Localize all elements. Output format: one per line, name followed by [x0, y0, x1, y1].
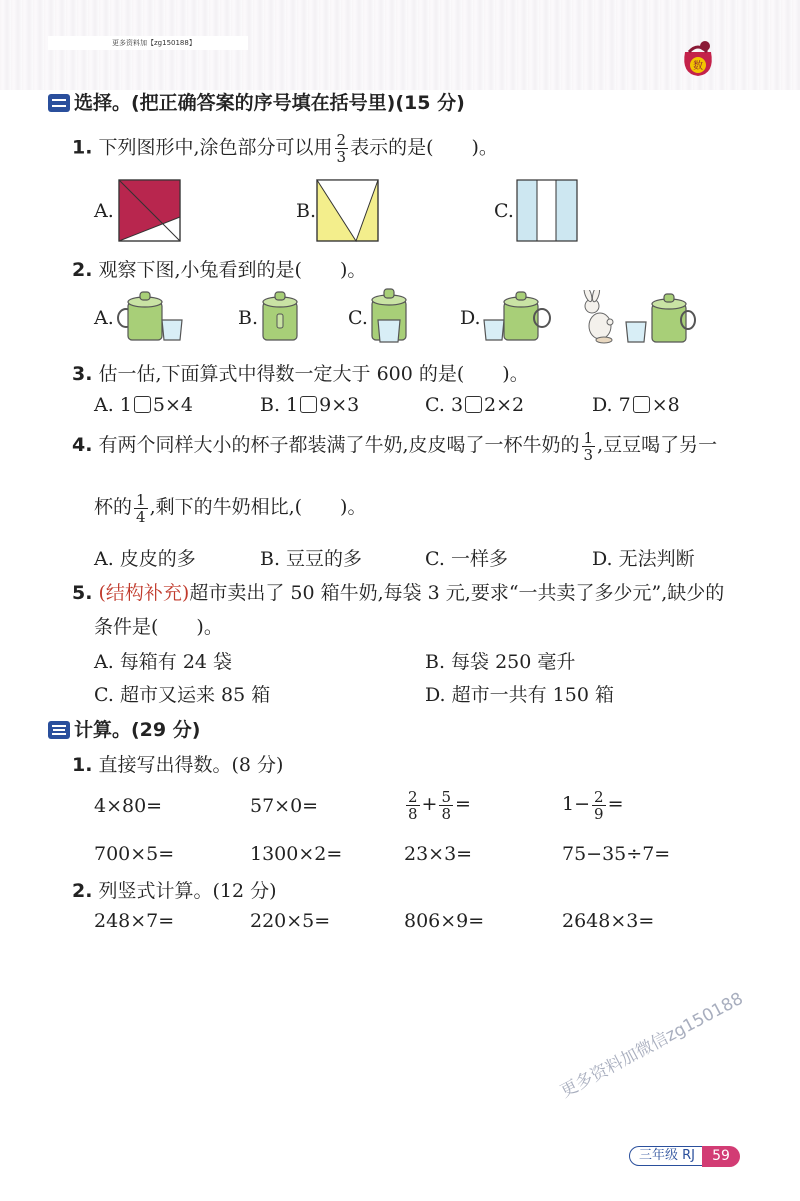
q3-option-a: A. 1 5×4 — [94, 394, 193, 416]
q3-option-d: D. 7 ×8 — [592, 394, 680, 416]
vertical-calc-item: 806×9= — [404, 910, 485, 932]
q1-option-c-label: C. — [494, 200, 514, 222]
q4-option-d: D. 无法判断 — [592, 548, 695, 570]
calc-item: 75−35÷7= — [562, 843, 671, 865]
bag-stamp-icon — [675, 38, 721, 78]
q4-option-b: B. 豆豆的多 — [260, 548, 363, 570]
section-two-badge-icon — [48, 94, 70, 112]
header-strip: 更多资料加【zg150188】 — [48, 36, 248, 50]
calc-item-fraction-sum: $\frac{2}{8}$ + $\frac{5}{8}$ = — [408, 787, 471, 823]
section-three-badge-icon — [48, 721, 70, 739]
question-2: 2. 观察下图,小兔看到的是( )。 — [72, 259, 367, 281]
section-three-title: 计算。(29 分) — [48, 715, 200, 742]
rabbit-scene-illustration — [580, 290, 698, 346]
blank-box — [465, 396, 482, 413]
calc-item: 57×0= — [250, 795, 319, 817]
question-5-line2: 条件是( )。 — [94, 616, 223, 638]
section-two-title: 选择。(把正确答案的序号填在括号里)(15 分) — [48, 88, 465, 115]
q2-option-d-label: D. — [460, 307, 481, 329]
q1-option-b-label: B. — [296, 200, 317, 222]
question-4-line2: 杯的 $\frac{1}{4}$ ,剩下的牛奶相比,( )。 — [94, 490, 367, 526]
blank-box — [633, 396, 650, 413]
blank-box — [134, 396, 151, 413]
q2-option-b-label: B. — [238, 307, 259, 329]
calc-question-1: 1. 直接写出得数。(8 分) — [72, 754, 284, 776]
calc-item: 700×5= — [94, 843, 175, 865]
calc-item: 4×80= — [94, 795, 163, 817]
vertical-calc-item: 248×7= — [94, 910, 175, 932]
q5-option-c: C. 超市又运来 85 箱 — [94, 684, 271, 706]
calc-question-2: 2. 列竖式计算。(12 分) — [72, 880, 277, 902]
q1-shape-b — [316, 179, 379, 242]
calc-item: 1300×2= — [250, 843, 343, 865]
blank-box — [300, 396, 317, 413]
q4-option-a: A. 皮皮的多 — [94, 548, 196, 570]
q2-option-a-label: A. — [94, 307, 114, 329]
calc-item: 23×3= — [404, 843, 473, 865]
fraction-one-third: $\frac{1}{3}$ — [583, 428, 594, 464]
structure-tag: (结构补充) — [98, 582, 190, 604]
rabbit-icon — [582, 290, 613, 343]
page-footer-tag — [629, 1146, 741, 1166]
q3-option-b: B. 1 9×3 — [260, 394, 360, 416]
q5-option-b: B. 每袋 250 毫升 — [425, 651, 576, 673]
q3-option-c: C. 3 2×2 — [425, 394, 525, 416]
q2-kettle-cup-c — [366, 284, 416, 344]
q5-option-a: A. 每箱有 24 袋 — [94, 651, 233, 673]
q1-option-a-label: A. — [94, 200, 114, 222]
q2-kettle-cup-a — [116, 288, 188, 344]
vertical-calc-item: 220×5= — [250, 910, 331, 932]
stamp-char: 数 — [693, 61, 703, 72]
question-3: 3. 估一估,下面算式中得数一定大于 600 的是( )。 — [72, 363, 529, 385]
grade-label: 三年级 RJ — [629, 1146, 705, 1166]
q4-option-c: C. 一样多 — [425, 548, 508, 570]
q5-option-d: D. 超市一共有 150 箱 — [425, 684, 614, 706]
question-5: 5. (结构补充)超市卖出了 50 箱牛奶,每袋 3 元,要求“一共卖了多少元”,缺少的 — [72, 582, 725, 604]
q1-shape-c — [516, 179, 578, 242]
calc-item-fraction-diff: 1− $\frac{2}{9}$ = — [562, 787, 624, 823]
watermark-text: 更多资料加微信zg150188 — [557, 988, 747, 1103]
q2-cup-kettle-d — [482, 288, 552, 344]
question-4: 4. 有两个同样大小的杯子都装满了牛奶,皮皮喝了一杯牛奶的 $\frac{1}{3}$ ,豆豆喝了另一 — [72, 428, 718, 464]
fraction-one-quarter: $\frac{1}{4}$ — [136, 490, 146, 526]
q2-option-c-label: C. — [348, 307, 368, 329]
q1-shape-a — [118, 179, 181, 242]
q2-kettle-front-b — [258, 288, 302, 344]
vertical-calc-item: 2648×3= — [562, 910, 655, 932]
fraction-two-thirds: $\frac{2}{3}$ — [336, 131, 347, 166]
page-number: 59 — [702, 1146, 740, 1167]
question-1: 1. 下列图形中,涂色部分可以用 $\frac{2}{3}$ 表示的是( )。 — [72, 131, 498, 166]
